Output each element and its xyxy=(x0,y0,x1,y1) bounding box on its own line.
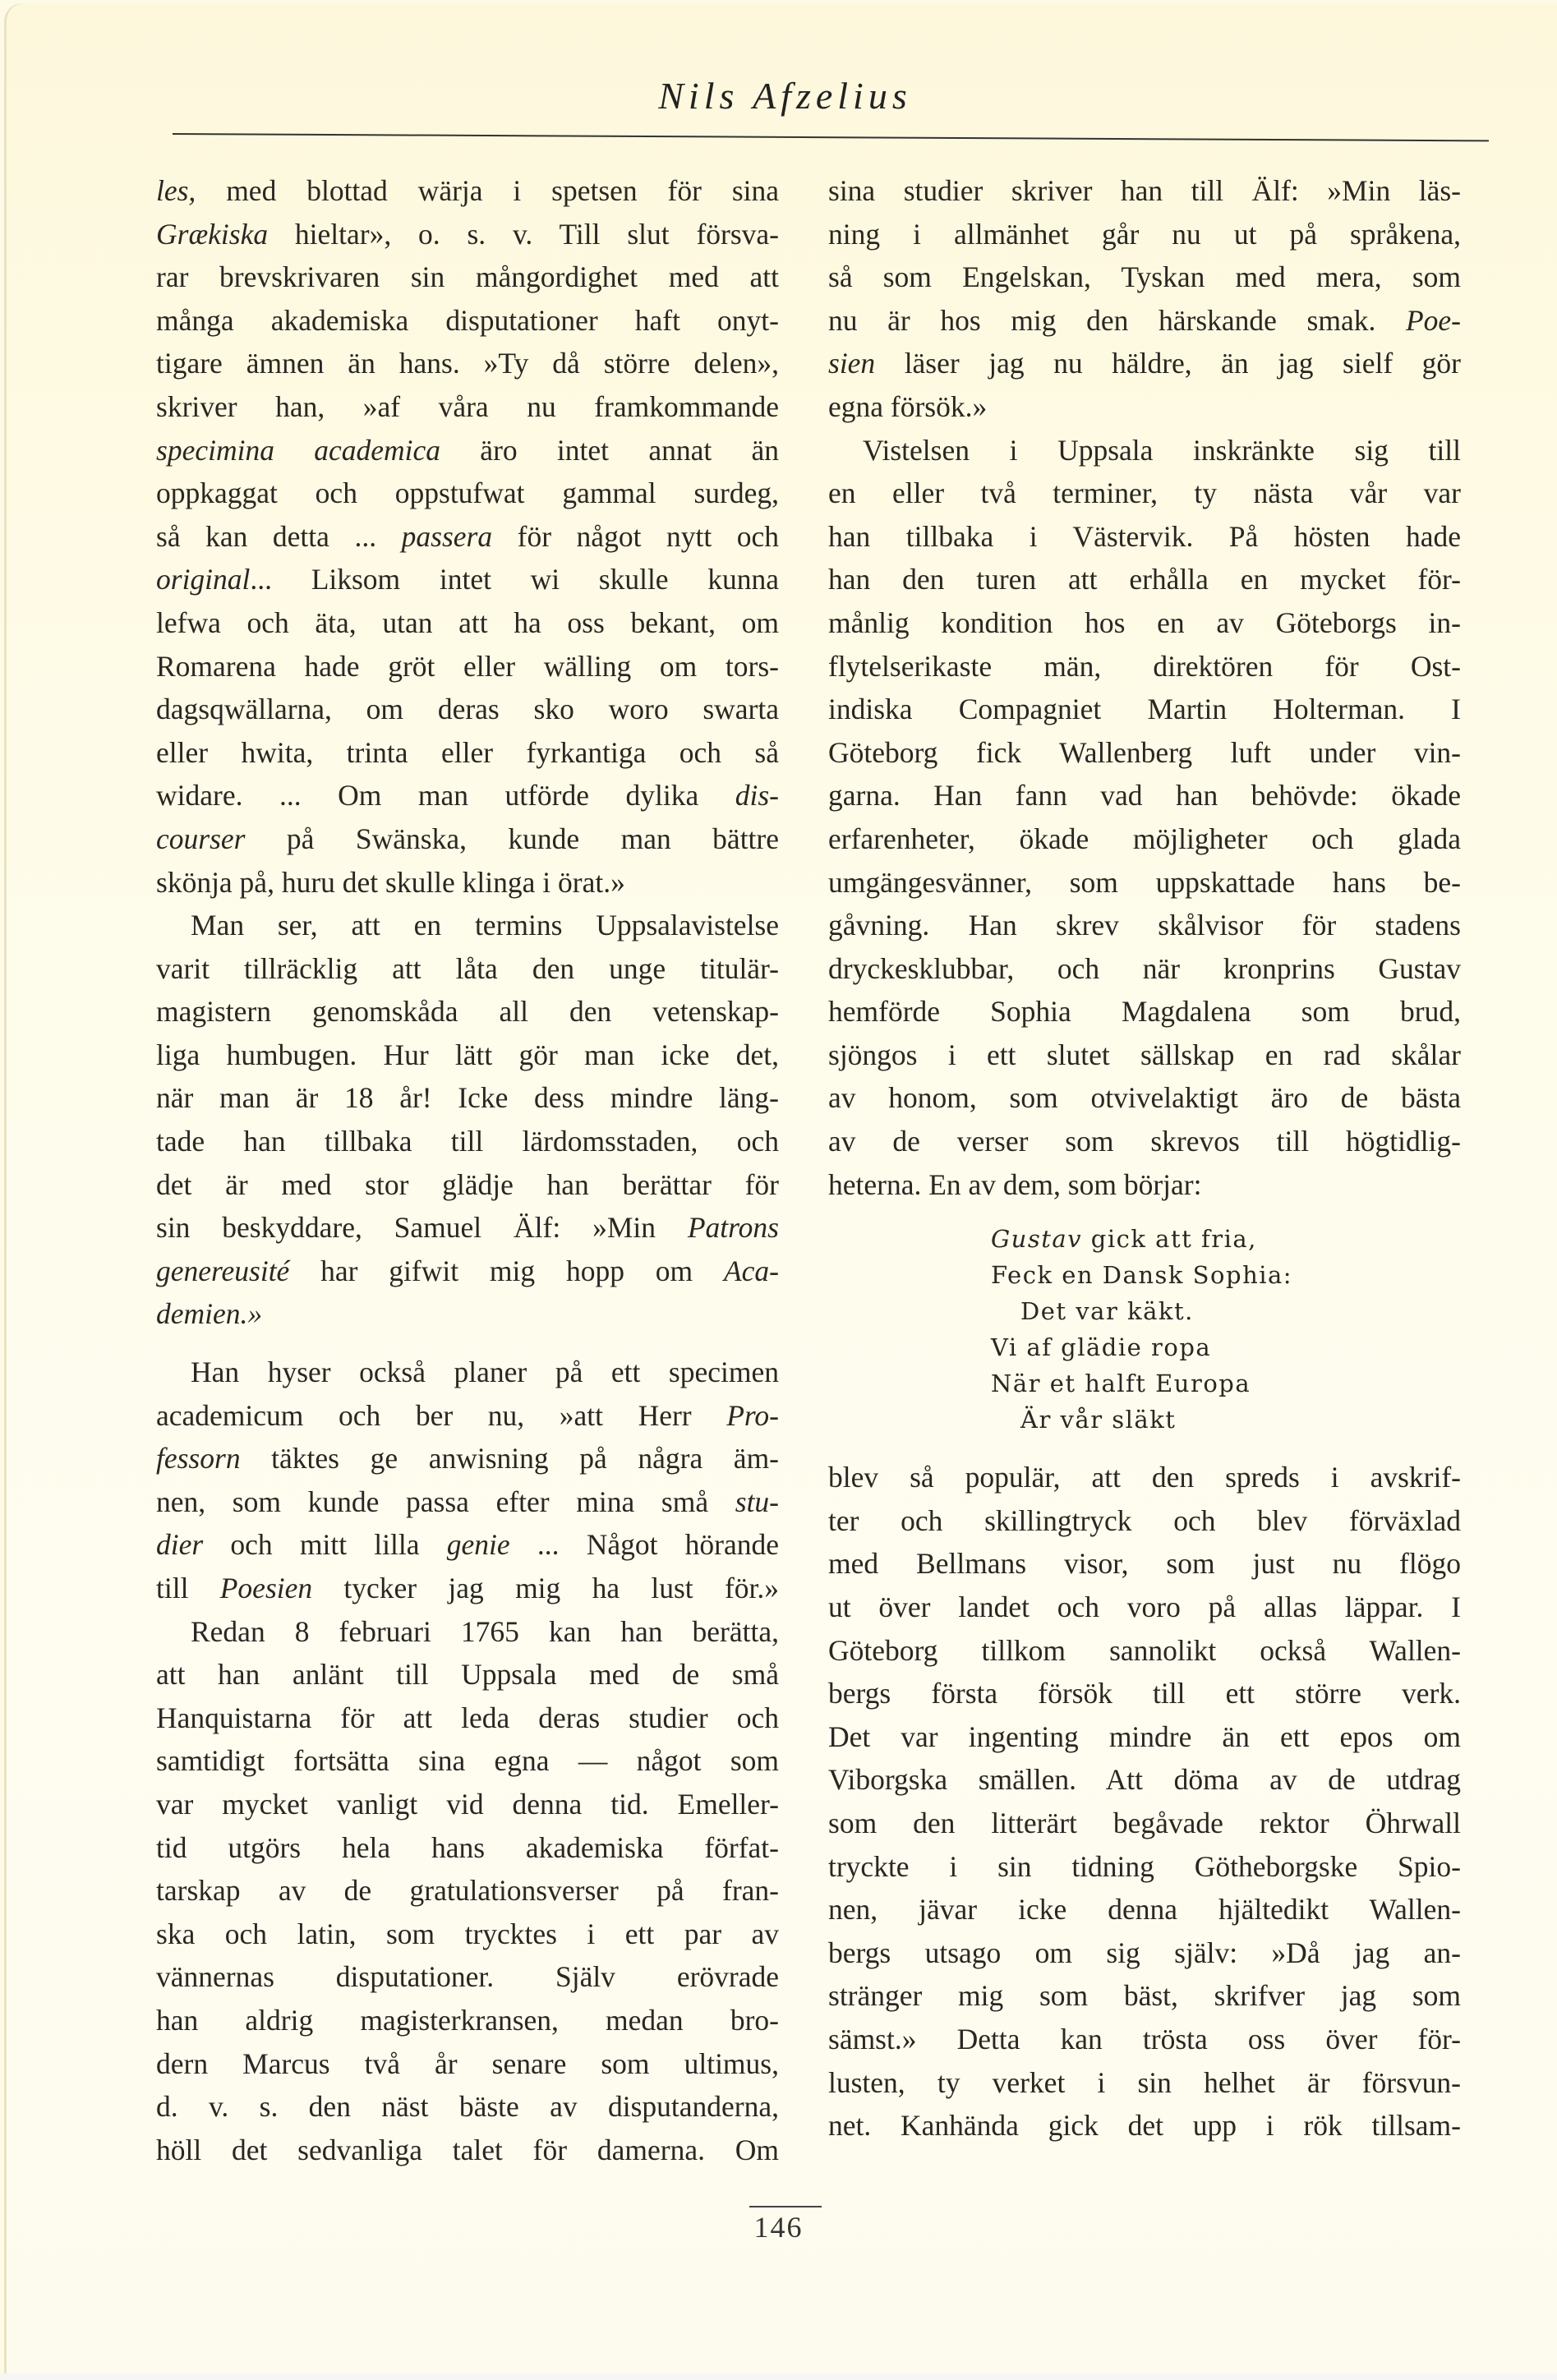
italic-phrase: sien xyxy=(828,347,876,380)
text-run: ter och skillingtryck och blev förväxlad xyxy=(828,1503,1461,1537)
verse-quotation xyxy=(991,1221,1461,1438)
text-line xyxy=(156,385,779,429)
text-run: flytelserikaste män, direktören för Ost- xyxy=(828,649,1461,683)
text-run: tade han tillbaka till lärdomsstaden, och xyxy=(156,1125,779,1158)
text-run: samtidigt fortsätta sina egna — något som xyxy=(156,1744,779,1778)
text-line xyxy=(156,1955,779,1999)
text-run: rar brevskrivaren sin mångordighet med att xyxy=(156,260,779,294)
text-run: indiska Compagniet Martin Holterman. I xyxy=(828,693,1461,726)
text-line xyxy=(828,299,1461,343)
text-run: Det var ingenting mindre än ett epos om xyxy=(828,1719,1461,1753)
text-run: som den litterärt begåvade rektor Öhrwall xyxy=(828,1807,1461,1839)
text-run: dern Marcus två år senare som ultimus, xyxy=(156,2046,779,2080)
text-line xyxy=(156,1653,779,1696)
text-run: sjöngos i ett slutet sällskap en rad skålar xyxy=(828,1038,1461,1071)
text-run: ut över landet och voro på allas läppar. I xyxy=(828,1591,1461,1624)
italic-phrase: fessorn xyxy=(156,1442,241,1475)
italic-phrase: dis- xyxy=(735,779,779,813)
text-line xyxy=(156,1567,779,1610)
text-run: Man ser, att en termins Uppsalavistelse xyxy=(191,909,779,942)
text-line xyxy=(156,1999,779,2042)
text-line xyxy=(828,1542,1461,1586)
text-run: erfarenheter, ökade möjligheter och glada xyxy=(828,822,1461,855)
text-line xyxy=(828,1629,1461,1673)
text-line xyxy=(828,558,1461,601)
text-line xyxy=(156,990,779,1033)
text-run: nen, jävar icke denna hjältedikt Wallen- xyxy=(828,1893,1461,1927)
italic-phrase: genereusité xyxy=(156,1254,290,1287)
text-run: vännernas disputationer. Själv erövrade xyxy=(156,1960,779,1994)
text-run: Det var käkt. xyxy=(1020,1297,1194,1326)
text-line xyxy=(156,1437,779,1480)
text-run: tarskap av de gratulationsverser på fran- xyxy=(156,1874,779,1908)
text-run: av de verser som skrevos till högtidlig- xyxy=(828,1125,1461,1158)
text-run: för något nytt och xyxy=(492,519,779,553)
text-run: egna försök.» xyxy=(828,389,988,423)
text-line xyxy=(828,1845,1461,1889)
text-line xyxy=(156,904,779,947)
text-run: skönja på, huru det skulle klinga i örat.» xyxy=(156,865,625,899)
paragraph-gap xyxy=(156,1336,779,1351)
text-line xyxy=(828,1456,1461,1499)
text-line xyxy=(828,1802,1461,1845)
text-run: det är med stor glädje han berättar för xyxy=(156,1167,779,1201)
italic-phrase: dier xyxy=(156,1528,204,1562)
text-line xyxy=(156,1913,779,1956)
text-run: höll det sedvanliga talet för damerna. Om xyxy=(156,2133,779,2166)
text-run: på Swänska, kunde man bättre xyxy=(245,822,779,855)
text-run: Romarena hade gröt eller wälling om tors- xyxy=(156,649,779,683)
text-line xyxy=(828,861,1461,905)
text-run: var mycket vanligt vid denna tid. Emeller- xyxy=(156,1787,779,1821)
text-line xyxy=(828,1033,1461,1077)
text-run: widare. ... Om man utförde dylika xyxy=(156,779,735,813)
text-line xyxy=(156,1480,779,1524)
text-line xyxy=(828,2018,1461,2061)
left-text-column xyxy=(156,169,779,2171)
text-run: bergs första försök till ett större verk. xyxy=(828,1677,1461,1710)
text-line xyxy=(156,1206,779,1250)
text-line xyxy=(828,255,1461,299)
text-line xyxy=(156,1523,779,1567)
text-line xyxy=(828,774,1461,817)
text-line xyxy=(828,1163,1461,1207)
text-line xyxy=(156,861,779,905)
text-run: Feck en Dansk Sophia: xyxy=(991,1261,1293,1290)
italic-phrase: Poesien xyxy=(219,1572,313,1604)
text-run: blev så populär, att den spreds i avskrif- xyxy=(828,1461,1461,1494)
text-line xyxy=(156,731,779,775)
text-run: sina studier skriver han till Älf: »Min läs- xyxy=(828,174,1461,207)
text-line xyxy=(156,601,779,645)
text-run: äro intet annat än xyxy=(440,433,779,467)
text-run: med Bellmans visor, som just nu flögo xyxy=(828,1547,1461,1581)
text-run: Är vår släkt xyxy=(1020,1406,1177,1434)
italic-phrase: demien.» xyxy=(156,1297,263,1331)
text-line xyxy=(156,2042,779,2086)
scan-edge xyxy=(0,2373,1557,2380)
text-line xyxy=(156,774,779,817)
text-run: sämst.» Detta kan trösta oss över för- xyxy=(828,2022,1461,2055)
text-run: Vistelsen i Uppsala inskränkte sig till xyxy=(863,433,1461,467)
italic-phrase: Gustav xyxy=(991,1225,1083,1254)
text-line xyxy=(828,990,1461,1033)
text-line xyxy=(828,1672,1461,1715)
verse-line xyxy=(991,1221,1461,1257)
text-run: täktes ge anwisning på några äm- xyxy=(240,1442,779,1475)
italic-phrase: Aca- xyxy=(723,1254,779,1287)
text-line xyxy=(156,169,779,213)
text-line xyxy=(828,688,1461,731)
verse-line xyxy=(991,1293,1461,1329)
text-run: bergs utsago om sig själv: »Då jag an- xyxy=(828,1936,1461,1969)
text-run: tid utgörs hela hans akademiska förfat- xyxy=(156,1830,779,1864)
text-line xyxy=(156,472,779,515)
text-run: nu är hos mig den härskande smak. xyxy=(828,303,1406,337)
text-line xyxy=(156,255,779,299)
text-line xyxy=(156,1610,779,1654)
text-line xyxy=(828,947,1461,991)
text-line xyxy=(156,947,779,991)
text-line xyxy=(828,169,1461,213)
text-line xyxy=(156,342,779,385)
text-run: Göteborg fick Wallenberg luft under vin- xyxy=(828,735,1461,769)
right-paragraphs-before-verse xyxy=(828,169,1461,1206)
text-run: umgängesvänner, som uppskattade hans be- xyxy=(828,865,1461,899)
text-run: sin beskyddare, Samuel Älf: »Min xyxy=(156,1211,688,1245)
text-line xyxy=(156,2129,779,2172)
text-line xyxy=(156,558,779,601)
text-line xyxy=(828,1120,1461,1163)
text-run: han tillbaka i Västervik. På hösten hade xyxy=(828,519,1461,553)
text-run: net. Kanhända gick det upp i rök tillsam- xyxy=(828,2109,1461,2143)
right-paragraphs-after-verse xyxy=(828,1456,1461,2148)
text-run: en eller två terminer, ty nästa vår var xyxy=(828,476,1461,510)
text-run: Redan 8 februari 1765 kan han berätta, xyxy=(191,1614,779,1648)
text-line xyxy=(828,515,1461,559)
text-line xyxy=(156,1292,779,1336)
text-run: Göteborg tillkom sannolikt också Wallen- xyxy=(828,1633,1461,1667)
text-run: Viborgska smällen. Att döma av de utdrag xyxy=(828,1763,1461,1797)
text-line xyxy=(828,2104,1461,2148)
text-run: gåvning. Han skrev skålvisor för stadens xyxy=(828,909,1461,942)
text-run: oppkaggat och oppstufwat gammal surdeg, xyxy=(156,476,779,510)
text-run: månlig kondition hos en av Göteborgs in- xyxy=(828,605,1461,639)
text-run: nen, som kunde passa efter mina små xyxy=(156,1485,735,1518)
text-run: varit tillräcklig att låta den unge titulär- xyxy=(156,951,779,985)
text-line xyxy=(156,1826,779,1870)
text-line xyxy=(156,2085,779,2129)
text-line xyxy=(828,645,1461,688)
text-line xyxy=(828,1076,1461,1120)
text-run: av honom, som otvivelaktigt äro de bästa xyxy=(828,1081,1461,1115)
italic-phrase: specimina academica xyxy=(156,433,441,467)
text-run: ... Något hörande xyxy=(509,1528,779,1562)
text-run: liga humbugen. Hur lätt gör man icke det, xyxy=(156,1038,779,1071)
text-run: garna. Han fann vad han behövde: ökade xyxy=(828,779,1461,813)
text-run: Vi af glädie ropa xyxy=(991,1333,1212,1362)
italic-phrase: passera xyxy=(401,519,493,553)
text-run: läser jag nu häldre, än jag sielf gör xyxy=(875,347,1461,380)
italic-phrase: les, xyxy=(156,174,196,207)
text-run: har gifwit mig hopp om xyxy=(289,1254,724,1287)
text-run: d. v. s. den näst bäste av disputanderna, xyxy=(156,2090,779,2124)
text-line xyxy=(828,1758,1461,1802)
text-line xyxy=(156,1033,779,1077)
text-line xyxy=(156,1696,779,1740)
verse-line xyxy=(991,1329,1461,1365)
text-line xyxy=(156,1739,779,1783)
text-line xyxy=(828,601,1461,645)
text-run: academicum och ber nu, »att Herr xyxy=(156,1398,727,1432)
text-run: tryckte i sin tidning Götheborgske Spio- xyxy=(828,1849,1461,1883)
text-run: ska och latin, som trycktes i ett par av xyxy=(156,1917,779,1950)
text-run: ... Liksom intet wi skulle kunna xyxy=(250,563,779,596)
text-run: han aldrig magisterkransen, medan bro- xyxy=(156,2003,779,2037)
text-run: tigare ämnen än hans. »Ty då större delen», xyxy=(156,347,779,380)
verse-line xyxy=(991,1402,1461,1438)
text-run: han den turen att erhålla en mycket för- xyxy=(828,563,1461,596)
text-line xyxy=(156,1120,779,1163)
text-line xyxy=(828,1715,1461,1759)
text-run: Hanquistarna för att leda deras studier och xyxy=(156,1701,779,1734)
text-line xyxy=(156,1783,779,1826)
text-run: till xyxy=(156,1572,220,1604)
text-line xyxy=(156,1351,779,1394)
text-line xyxy=(828,342,1461,385)
text-line xyxy=(156,817,779,861)
text-run: dagsqwällarna, om deras sko woro swarta xyxy=(156,693,779,726)
text-line xyxy=(828,1586,1461,1629)
text-run: Han hyser också planer på ett specimen xyxy=(191,1356,779,1389)
text-run: lefwa och äta, utan att ha oss bekant, om xyxy=(156,605,779,639)
text-run: magistern genomskåda all den vetenskap- xyxy=(156,995,779,1029)
italic-phrase: courser xyxy=(156,822,246,855)
text-run: gick att fria, xyxy=(1082,1225,1257,1254)
text-line xyxy=(156,645,779,688)
italic-phrase: original xyxy=(156,563,251,596)
text-line xyxy=(828,904,1461,947)
text-run: ning i allmänhet går nu ut på språkena, xyxy=(828,217,1461,251)
text-line xyxy=(156,1394,779,1438)
italic-phrase: Grækiska xyxy=(156,217,269,251)
text-run: lusten, ty verket i sin helhet är försvun- xyxy=(828,2065,1461,2099)
text-run: tycker jag mig ha lust för.» xyxy=(312,1572,780,1604)
text-line xyxy=(828,1499,1461,1543)
text-run: så som Engelskan, Tyskan med mera, som xyxy=(828,260,1461,294)
italic-phrase: genie xyxy=(446,1528,510,1562)
text-run: hemförde Sophia Magdalena som brud, xyxy=(828,995,1461,1029)
italic-phrase: Patrons xyxy=(687,1211,779,1245)
text-line xyxy=(828,385,1461,429)
text-run: många akademiska disputationer haft onyt- xyxy=(156,303,779,337)
right-text-column xyxy=(828,169,1461,2148)
text-line xyxy=(828,2061,1461,2105)
text-run: att han anlänt till Uppsala med de små xyxy=(156,1658,779,1692)
text-line xyxy=(828,213,1461,256)
text-run: När et halft Europa xyxy=(991,1370,1251,1398)
text-run: dryckesklubbar, och när kronprins Gustav xyxy=(828,951,1461,985)
text-run: skriver han, »af våra nu framkommande xyxy=(156,389,779,423)
text-line xyxy=(156,1163,779,1207)
text-run: och mitt lilla xyxy=(203,1528,447,1562)
text-run: heterna. En av dem, som börjar: xyxy=(828,1167,1202,1201)
text-run: när man är 18 år! Icke dess mindre läng- xyxy=(156,1081,779,1115)
text-line xyxy=(156,213,779,256)
text-line xyxy=(828,429,1461,472)
italic-phrase: Poe- xyxy=(1405,303,1461,337)
text-run: med blottad wärja i spetsen för sina xyxy=(196,174,779,207)
page-number-rule xyxy=(749,2206,822,2207)
text-run: eller hwita, trinta eller fyrkantiga och så xyxy=(156,735,779,769)
verse-line xyxy=(991,1365,1461,1402)
italic-phrase: Pro- xyxy=(726,1398,779,1432)
text-line xyxy=(156,515,779,559)
header-rule xyxy=(173,133,1489,141)
text-line xyxy=(828,1931,1461,1975)
text-line xyxy=(828,1974,1461,2018)
text-line xyxy=(828,472,1461,515)
text-line xyxy=(156,299,779,343)
text-run: så kan detta ... xyxy=(156,519,402,553)
text-line xyxy=(828,1888,1461,1931)
verse-line xyxy=(991,1257,1461,1293)
text-line xyxy=(156,688,779,731)
italic-phrase: stu- xyxy=(735,1485,779,1518)
text-line xyxy=(156,1076,779,1120)
running-head-title: Nils Afzelius xyxy=(658,75,912,117)
text-run: stränger mig som bäst, skrifver jag som xyxy=(828,1979,1461,2013)
text-line xyxy=(156,1250,779,1293)
text-line xyxy=(156,1869,779,1913)
text-line xyxy=(828,817,1461,861)
text-line xyxy=(156,429,779,472)
text-run: hieltar», o. s. v. Till slut försva- xyxy=(268,217,779,251)
page-number: 146 xyxy=(753,2211,804,2244)
text-line xyxy=(828,731,1461,775)
